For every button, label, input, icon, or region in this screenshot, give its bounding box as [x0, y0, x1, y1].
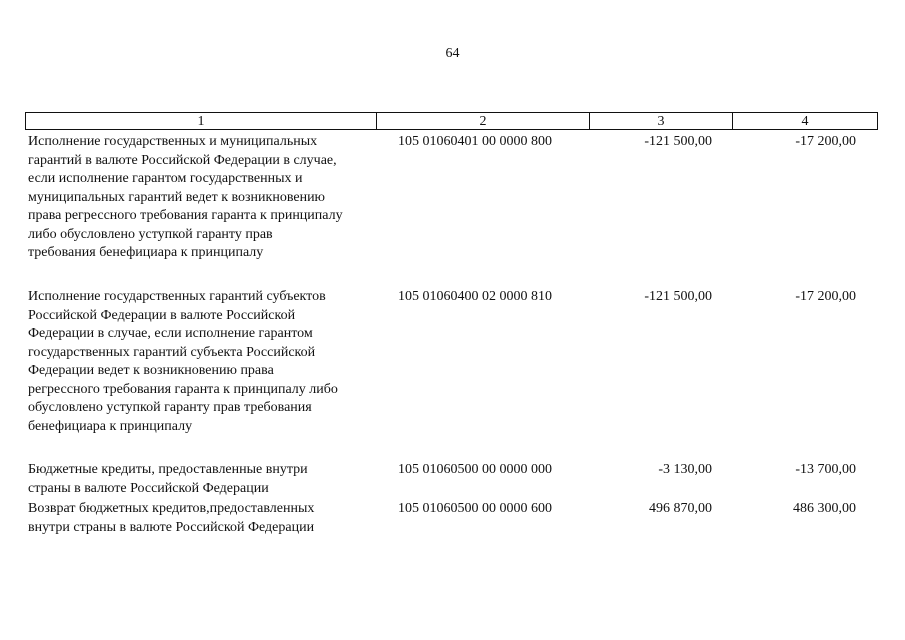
page-number: 64: [445, 46, 460, 61]
row-description: Исполнение государственных и муниципальных гарантий в валюте Российской Федерации в случае, если исполнение гарантом государственных и муниципальных гарантий ведет к возникновению права регрессного требования гаранта к принципалу либо обусловлено уступкой гаранту прав требования бенефициара к принципалу: [28, 134, 343, 260]
header-col-1: 1: [26, 113, 377, 129]
row-value-col3: -121 500,00: [644, 134, 712, 149]
header-col-4: 4: [801, 114, 809, 129]
row-code: 105 01060500 00 0000 600: [398, 501, 552, 516]
row-value-col4: -17 200,00: [795, 289, 856, 304]
row-value-col3: -3 130,00: [658, 462, 712, 477]
row-value-col3: -121 500,00: [644, 289, 712, 304]
row-description: Возврат бюджетных кредитов,предоставленных внутри страны в валюте Российской Федерации: [28, 501, 315, 535]
row-value-col4: -13 700,00: [795, 462, 856, 477]
header-col-3: 3: [590, 113, 733, 129]
row-value-col3: 496 870,00: [649, 501, 712, 516]
table-header-row: [25, 112, 878, 130]
row-code: 105 01060500 00 0000 000: [398, 462, 552, 477]
row-description: Исполнение государственных гарантий субъектов Российской Федерации в валюте Российской Федерации в случае, если исполнение гарантом государственных гарантий субъекта Российской Федерации ведет к возникновению права регрессного требования гаранта к принципалу либо обусловлено уступкой гаранту прав требования бенефициара к принципалу: [28, 289, 338, 434]
row-value-col4: 486 300,00: [793, 501, 856, 516]
row-code: 105 01060400 02 0000 810: [398, 289, 552, 304]
row-code: 105 01060401 00 0000 800: [398, 134, 552, 149]
row-description: Бюджетные кредиты, предоставленные внутри страны в валюте Российской Федерации: [28, 462, 308, 496]
header-col-2: 2: [377, 113, 590, 129]
budget-table: [25, 112, 878, 535]
row-value-col4: -17 200,00: [795, 134, 856, 149]
